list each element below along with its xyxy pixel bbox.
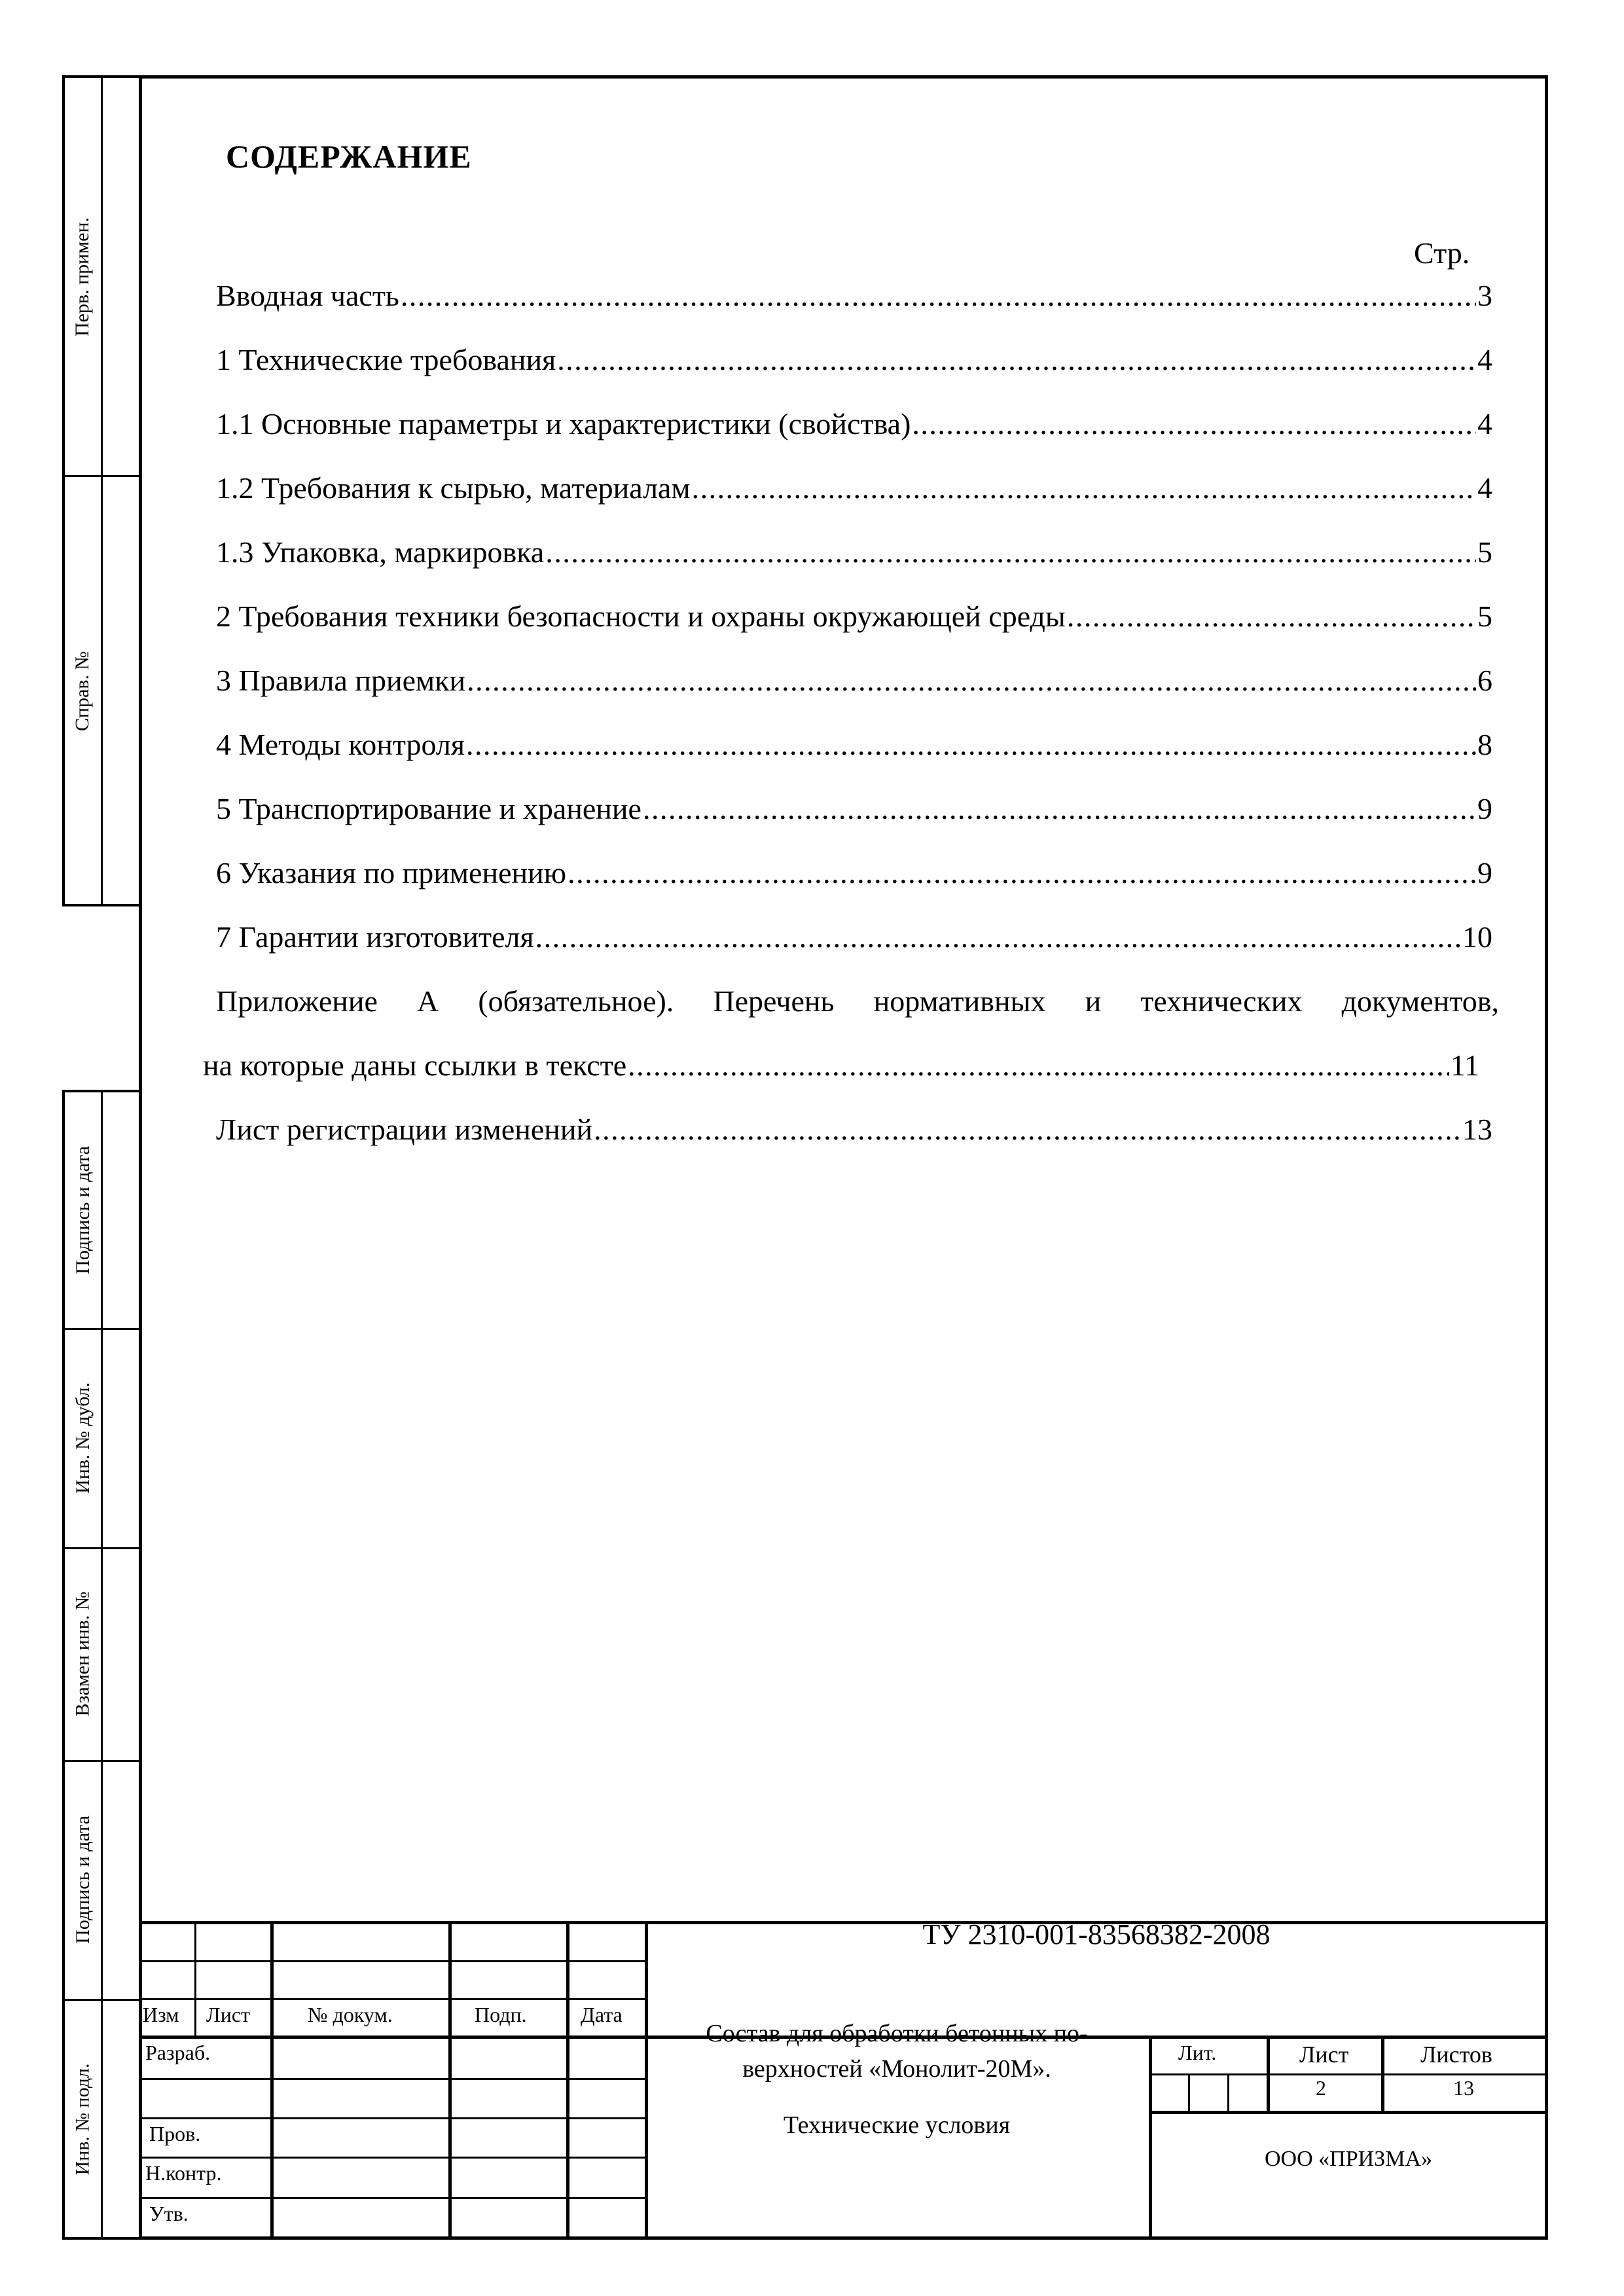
table-of-contents — [203, 278, 1499, 1176]
inv-podl-label: Инв. № подл. — [71, 2063, 94, 2176]
col-list: Лист — [206, 2003, 251, 2026]
product-title: Состав для обработки бетонных по- верхностей «Монолит-20М». — [706, 2020, 1088, 2083]
toc-entry[interactable]: 1.2 Требования к сырью, материалам . . . 4 — [216, 471, 1492, 535]
lit-label: Лит. — [1178, 2041, 1217, 2064]
toc-changes-sheet[interactable]: Лист регистрации изменений . . . 13 — [216, 1112, 1492, 1176]
toc-entry[interactable]: 2 Требования техники безопасности и охраны окружающей среды . . . 5 — [216, 599, 1492, 663]
product-subtitle: Технические условия — [783, 2111, 1011, 2139]
toc-appendix-line2[interactable]: на которые даны ссылки в тексте . . . 11 — [203, 1048, 1479, 1112]
vzamen-inv-label: Взамен инв. № — [71, 1591, 94, 1716]
side-stamp-lower — [62, 1090, 139, 2240]
perv-primen-label: Перв. примен. — [71, 217, 94, 336]
toc-entry[interactable]: 3 Правила приемки . . . 6 — [216, 663, 1492, 727]
side-stamp-upper — [62, 75, 139, 906]
sheets-value: 13 — [1453, 2076, 1474, 2100]
organization-name: ООО «ПРИЗМА» — [1265, 2147, 1432, 2171]
col-izm: Изм — [143, 2003, 179, 2026]
toc-entry[interactable]: 7 Гарантии изготовителя . . . 10 — [216, 920, 1492, 984]
col-data: Дата — [581, 2003, 623, 2026]
col-dokum: № докум. — [308, 2003, 393, 2026]
toc-entry[interactable]: 4 Методы контроля . . . 8 — [216, 727, 1492, 791]
inv-dubl-label: Инв. № дубл. — [71, 1382, 94, 1494]
col-podp: Подп. — [475, 2003, 527, 2026]
role-utv: Утв. — [149, 2202, 189, 2225]
podpis-data-label-2: Подпись и дата — [71, 1815, 94, 1944]
role-nkontr: Н.контр. — [145, 2161, 222, 2185]
role-prov: Пров. — [149, 2122, 201, 2145]
page-title: СОДЕРЖАНИЕ — [226, 138, 472, 175]
toc-entry[interactable]: Вводная часть . . . 3 — [216, 278, 1492, 342]
toc-entry[interactable]: 6 Указания по применению . . . 9 — [216, 855, 1492, 920]
podpis-data-label-1: Подпись и дата — [71, 1146, 94, 1274]
role-razrab: Разраб. — [145, 2041, 211, 2064]
page-column-label: Стр. — [1414, 236, 1470, 270]
toc-entry[interactable]: 1 Технические требования . . . 4 — [216, 342, 1492, 406]
sheet-value: 2 — [1316, 2076, 1326, 2100]
toc-entry[interactable]: 1.3 Упаковка, маркировка . . . 5 — [216, 535, 1492, 599]
toc-entry[interactable]: 1.1 Основные параметры и характеристики (свойства) . . . 4 — [216, 406, 1492, 471]
toc-entry[interactable]: 5 Транспортирование и хранение . . . 9 — [216, 791, 1492, 855]
sheets-label: Листов — [1420, 2041, 1492, 2068]
document-code: ТУ 2310-001-83568382-2008 — [922, 1918, 1271, 1950]
sheet-label: Лист — [1299, 2041, 1349, 2068]
toc-appendix-line1[interactable]: Приложение А (обязательное). Перечень нормативных и технических документов, — [216, 984, 1499, 1018]
sprav-no-label: Справ. № — [71, 651, 94, 732]
